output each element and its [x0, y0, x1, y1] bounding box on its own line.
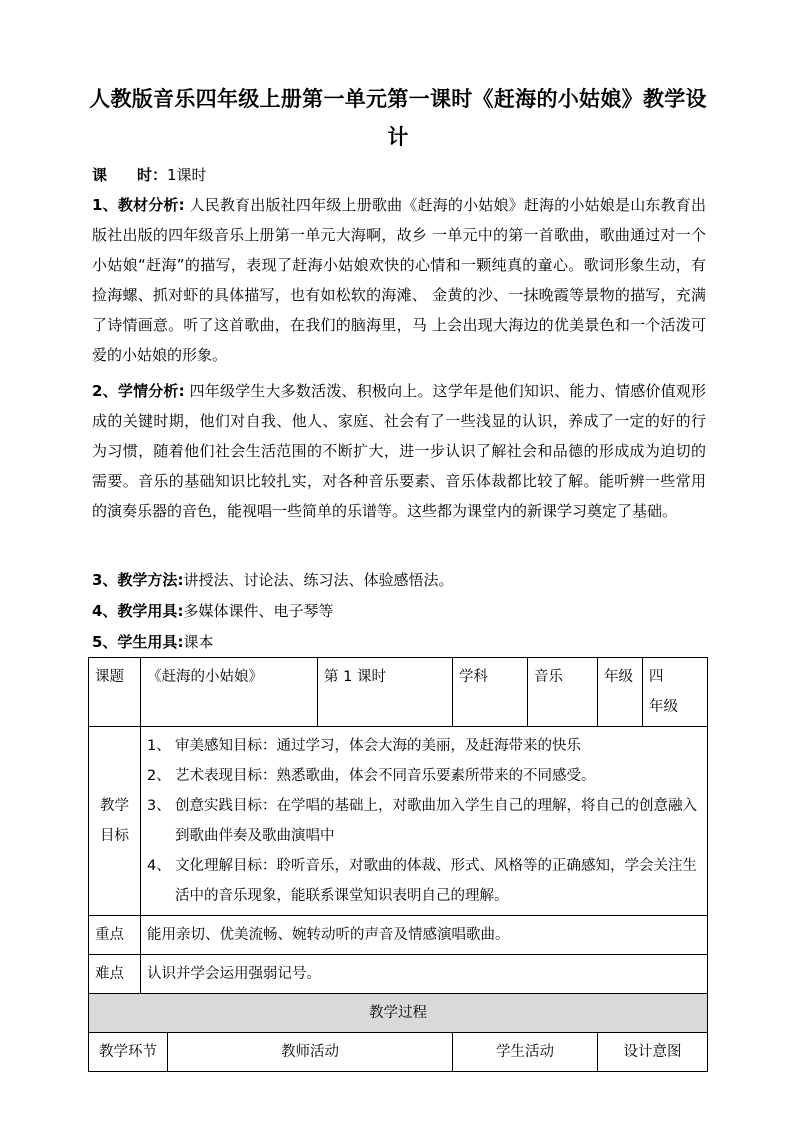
document-title: 人教版音乐四年级上册第一单元第一课时《赶海的小姑娘》教学设计 [89, 87, 707, 149]
lesson-number: 第 1 课时 [318, 658, 453, 727]
table-row-goals [89, 727, 708, 916]
section-text: 课本 [183, 633, 214, 651]
period-line [92, 160, 207, 190]
section-label: 2、学情分析: [92, 382, 185, 400]
period-value: 1课时 [167, 166, 207, 184]
key-point-text: 能用亲切、优美流畅、婉转动听的声音及情感演唱歌曲。 [141, 916, 708, 955]
subject-label: 学科 [453, 658, 528, 727]
table-row-process-header [89, 994, 708, 1033]
col-design-intent: 设计意图 [598, 1033, 708, 1072]
grade-label: 年级 [598, 658, 643, 727]
section-label: 1、教材分析: [92, 196, 185, 214]
section-teaching-methods [92, 565, 706, 595]
section-student-tools [92, 627, 706, 657]
topic-label: 课题 [89, 658, 141, 727]
key-point-label: 重点 [89, 916, 141, 955]
section-student-analysis [92, 376, 706, 526]
subject-value: 音乐 [528, 658, 598, 727]
goals-label: 教学目标 [89, 727, 141, 916]
goal-item: 2、 艺术表现目标：熟悉歌曲，体会不同音乐要素所带来的不同感受。 [147, 768, 596, 784]
section-label: 3、教学方法: [92, 571, 184, 589]
section-text: 人民教育出版社四年级上册歌曲《赶海的小姑娘》赶海的小姑娘是山东教育出版社出版的四年级音乐上册第一单元大海啊，故乡 一单元中的第一首歌曲，歌曲通过对一个小姑娘“赶海”的描写，表现了赶海小姑娘欢快的心情和一颗纯真的童心。歌词形象生动，有捡海螺、抓对虾的具体描写，也有如松软的海滩、 金黄的沙、一抹晚霞等景物的描写，充满了诗情画意。听了这首歌曲，在我们的脑海里，马 上会出现大海边的优美景色和一个活泼可爱的小姑娘的形象。 [92, 196, 706, 364]
table-row-meta [89, 658, 708, 727]
process-header: 教学过程 [89, 994, 708, 1033]
section-teaching-tools [92, 596, 706, 626]
goal-list [147, 731, 701, 911]
col-stage: 教学环节 [89, 1033, 168, 1072]
section-text: 讲授法、讨论法、练习法、体验感悟法。 [183, 571, 454, 589]
col-student-activity: 学生活动 [453, 1033, 598, 1072]
difficulty-text: 认识并学会运用强弱记号。 [141, 955, 708, 994]
section-text: 四年级学生大多数活泼、积极向上。这学年是他们知识、能力、情感价值观形成的关键时期，他们对自我、他人、家庭、社会有了一些浅显的认识，养成了一定的好的行为习惯，随着他们社会生活范围的不断扩大，进一步认识了解社会和品德的形成成为迫切的需要。音乐的基础知识比较扎实，对各种音乐要素、音乐体裁都比较了解。能听辨一些常用的演奏乐器的音色，能视唱一些简单的乐谱等。这些都为课堂内的新课学习奠定了基础。 [92, 382, 706, 520]
goal-item: 4、 文化理解目标：聆听音乐，对歌曲的体裁、形式、风格等的正确感知，学会关注生活中的音乐现象，能联系课堂知识表明自己的理解。 [147, 858, 697, 904]
period-label: 课 时： [92, 166, 168, 184]
table-row-process-columns [89, 1033, 708, 1072]
table-row-key-point [89, 916, 708, 955]
difficulty-label: 难点 [89, 955, 141, 994]
topic-value: 《赶海的小姑娘》 [141, 658, 318, 727]
lesson-plan-table [88, 657, 708, 1072]
goal-item: 1、 审美感知目标：通过学习，体会大海的美丽，及赶海带来的快乐 [147, 738, 581, 754]
section-label: 5、学生用具: [92, 633, 184, 651]
table-row-difficulty [89, 955, 708, 994]
col-teacher-activity: 教师活动 [168, 1033, 453, 1072]
section-text: 多媒体课件、电子琴等 [183, 602, 334, 620]
section-textbook-analysis [92, 190, 706, 370]
goals-cell [141, 727, 708, 916]
grade-value: 四 年级 [643, 658, 708, 727]
section-label: 4、教学用具: [92, 602, 184, 620]
goal-item: 3、 创意实践目标：在学唱的基础上，对歌曲加入学生自己的理解，将自己的创意融入到歌曲伴奏及歌曲演唱中 [147, 798, 697, 844]
